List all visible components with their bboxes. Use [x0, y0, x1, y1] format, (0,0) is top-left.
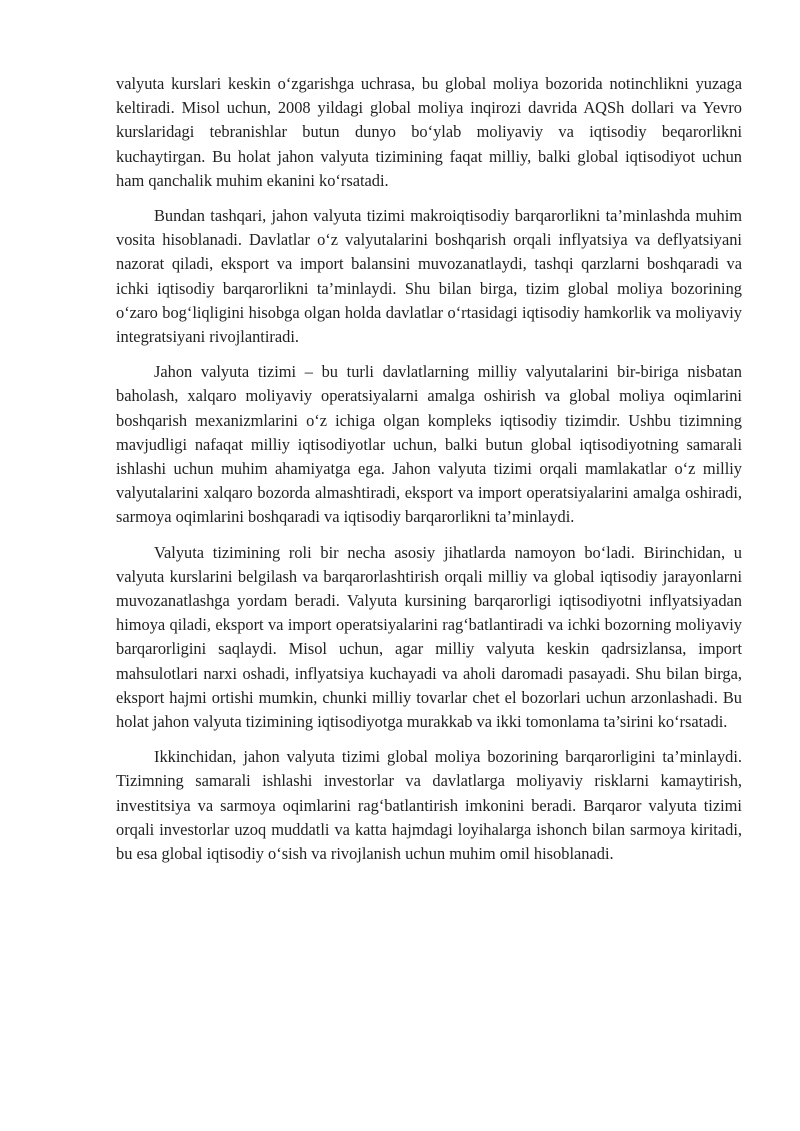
paragraph-role-first: Valyuta tizimining roli bir necha asosiy jihatlarda namoyon bo‘ladi. Birinchidan, u valyuta kurslarini belgilash va barqarorlashtirish orqali milliy va global iqtisodiy jarayonlarni muvozanatlashga yordam beradi. Valyuta kursining barqarorligi iqtisodiyotni inflyatsiyadan himoya qiladi, eksport va import operatsiyalarini rag‘batlantiradi va ichki bozorning moliyaviy barqarorligini saqlaydi. Misol uchun, agar milliy valyuta keskin qadrsizlansa, import mahsulotlari narxi oshadi, inflyatsiya kuchayadi va aholi daromadi pasayadi. Shu bilan birga, eksport hajmi ortishi mumkin, chunki milliy tovarlar chet el bozorlari uchun arzonlashadi. Bu holat jahon valyuta tizimining iqtisodiyotga murakkab va ikki tomonlama ta’sirini ko‘rsatadi. — [116, 542, 742, 732]
document-page — [116, 72, 742, 877]
paragraph-continuation: valyuta kurslari keskin o‘zgarishga uchrasa, bu global moliya bozorida notinchlikni yuzaga keltiradi. Misol uchun, 2008 yildagi global moliya inqirozi davrida AQSh dollari va Yevro kurslaridagi tebranishlar butun dunyo bo‘ylab moliyaviy va iqtisodiy beqarorlikni kuchaytirgan. Bu holat jahon valyuta tizimining faqat milliy, balki global iqtisodiyot uchun ham qanchalik muhim ekanini ko‘rsatadi. — [116, 74, 742, 190]
paragraph-definition: Jahon valyuta tizimi – bu turli davlatlarning milliy valyutalarini bir-biriga nisbatan baholash, xalqaro moliyaviy operatsiyalarni amalga oshirish va global moliya oqimlarini boshqarish mexanizmlarini o‘z ichiga olgan kompleks iqtisodiy tizimdir. Ushbu tizimning mavjudligi nafaqat milliy iqtisodiyotlar uchun, balki butun global iqtisodiyotning samarali ishlashi uchun muhim ahamiyatga ega. Jahon valyuta tizimi orqali mamlakatlar o‘z milliy valyutalarini xalqaro bozorda almashtiradi, eksport va import operatsiyalarini amalga oshiradi, sarmoya oqimlarini boshqaradi va iqtisodiy barqarorlikni ta’minlaydi. — [116, 362, 742, 527]
paragraph-role-second: Ikkinchidan, jahon valyuta tizimi global moliya bozorining barqarorligini ta’minlaydi. Tizimning samarali ishlashi investorlar va davlatlarga moliyaviy risklarni kamaytirish, investitsiya va sarmoya oqimlarini rag‘batlantirish imkonini beradi. Barqaror valyuta tizimi orqali investorlar uzoq muddatli va katta hajmdagi loyihalarga ishonch bilan sarmoya kiritadi, bu esa global iqtisodiy o‘sish va rivojlanish uchun muhim omil hisoblanadi. — [116, 747, 742, 864]
paragraph-macro-stability: Bundan tashqari, jahon valyuta tizimi makroiqtisodiy barqarorlikni ta’minlashda muhim vosita hisoblanadi. Davlatlar o‘z valyutalarini boshqarish orqali inflyatsiya va deflyatsiyani nazorat qiladi, eksport va import balansini muvozanatlaydi, tashqi qarzlarni boshqaradi va ichki iqtisodiy barqarorlikni ta’minlaydi. Shu bilan birga, tizim global moliya bozorining o‘zaro bog‘liqligini hisobga olgan holda davlatlar o‘rtasidagi iqtisodiy hamkorlik va moliyaviy integratsiyani rivojlantiradi. — [116, 206, 742, 347]
